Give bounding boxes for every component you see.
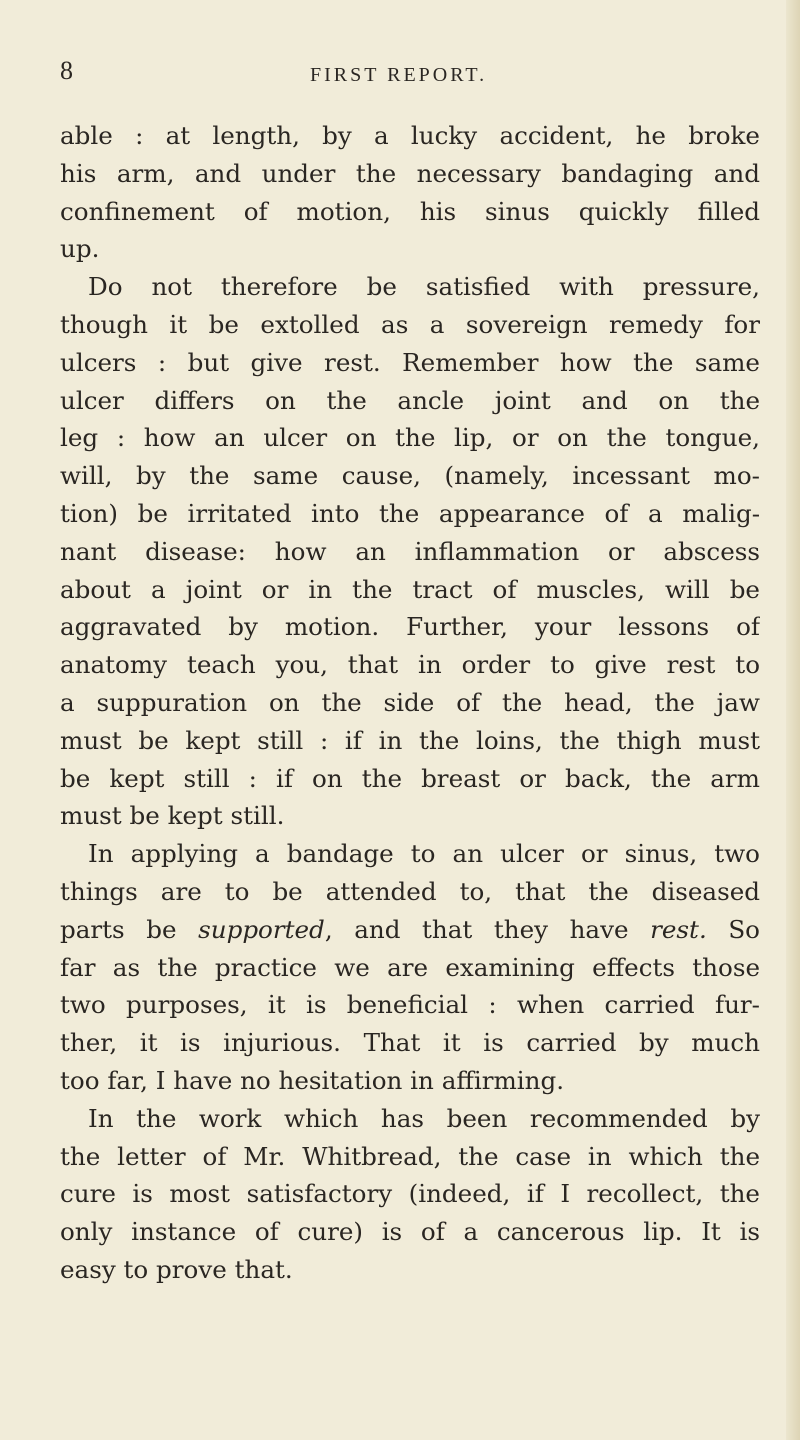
line-text: So xyxy=(706,914,760,944)
text-line: far as the practice we are examining effects those xyxy=(60,952,760,982)
text-line: tion) be irritated into the appearance of a malig- xyxy=(60,498,760,528)
running-title: FIRST REPORT. xyxy=(310,64,488,86)
text-line: a suppuration on the side of the head, the jaw xyxy=(60,687,760,717)
body-text xyxy=(60,117,760,1289)
text-line: cure is most satisfactory (indeed, if I recollect, the xyxy=(60,1179,760,1209)
text-line: though it be extolled as a sovereign remedy for xyxy=(60,309,760,339)
text-line: up. xyxy=(60,234,100,264)
text-line: In applying a bandage to an ulcer or sinus, two xyxy=(88,839,760,869)
text-line: leg : how an ulcer on the lip, or on the tongue, xyxy=(60,423,760,453)
text-line: things are to be attended to, that the diseased xyxy=(60,876,760,906)
line-text: parts be xyxy=(60,914,199,944)
text-line: ther, it is injurious. That it is carried by much xyxy=(60,1028,760,1058)
page-number: 8 xyxy=(60,56,73,85)
text-line: only instance of cure) is of a cancerous lip. It is xyxy=(60,1217,760,1247)
text-line: must be kept still. xyxy=(60,801,285,831)
text-line-emphasis xyxy=(60,911,760,949)
text-line: two purposes, it is beneficial : when carried fur- xyxy=(60,990,760,1020)
text-line: must be kept still : if in the loins, the thigh must xyxy=(60,725,760,755)
text-line: ulcers : but give rest. Remember how the same xyxy=(60,347,760,377)
line-text: , and that they have xyxy=(324,914,651,944)
emphasis-rest: rest. xyxy=(650,914,707,944)
text-line: able : at length, by a lucky accident, he broke xyxy=(60,121,760,150)
text-line: nant disease: how an inflammation or abscess xyxy=(60,536,760,566)
text-line: about a joint or in the tract of muscles, will be xyxy=(60,574,760,604)
text-line: In the work which has been recommended by xyxy=(88,1103,760,1133)
text-line: too far, I have no hesitation in affirming. xyxy=(60,1065,565,1095)
text-line: ulcer differs on the ancle joint and on the xyxy=(60,385,760,415)
text-line: easy to prove that. xyxy=(60,1254,293,1284)
emphasis-supported: supported xyxy=(198,914,325,944)
text-line: confinement of motion, his sinus quickly filled xyxy=(60,196,760,226)
text-line: aggravated by motion. Further, your lessons of xyxy=(60,612,760,642)
text-line: his arm, and under the necessary bandaging and xyxy=(60,158,760,188)
text-line: be kept still : if on the breast or back, the arm xyxy=(60,763,760,793)
page-edge xyxy=(786,0,800,1440)
text-line: the letter of Mr. Whitbread, the case in which the xyxy=(60,1141,760,1171)
text-line: Do not therefore be satisfied with pressure, xyxy=(88,272,760,302)
text-line: anatomy teach you, that in order to give rest to xyxy=(60,650,760,680)
text-line: will, by the same cause, (namely, incessant mo- xyxy=(60,461,760,491)
